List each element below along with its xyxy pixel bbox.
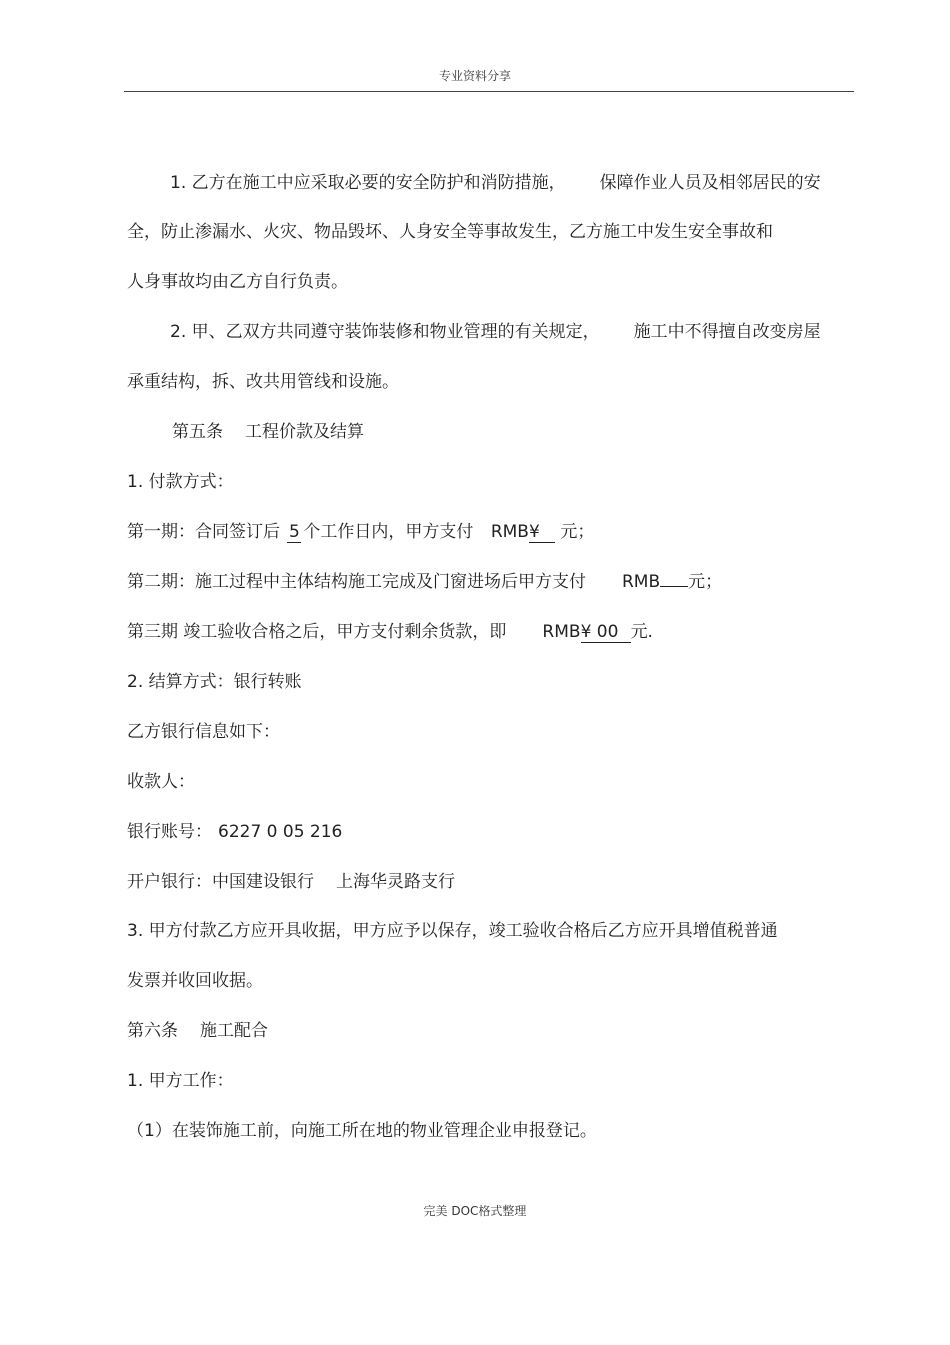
text-segment: 个工作日内，甲方支付 [303,522,474,542]
text-segment: 元； [688,572,723,592]
currency-code: RMB [542,622,581,642]
article-5-heading [172,421,364,443]
bank-name-line [127,871,455,893]
days-value: 5 [288,522,300,542]
party-a-duty-1: （1）在装饰施工前，向施工所在地的物业管理企业申报登记。 [127,1121,597,1141]
clause-4-item-2-line-1 [170,321,821,343]
account-number: 6227 0 05 216 [218,822,343,842]
currency-code: RMB [622,572,661,592]
page-footer: 完美 DOC格式整理 [423,1204,527,1218]
payee-line: 收款人： [127,772,195,792]
article-6-heading [127,1020,268,1042]
text-segment: 保障作业人员及相邻居民的安 [599,173,821,193]
clause-4-item-1-line-1 [170,172,821,194]
text-segment: 第二期：施工过程中主体结构施工完成及门窗进场后甲方支付 [127,572,586,592]
invoice-clause-line-2: 发票并收回收据。 [127,971,263,991]
text-segment: 1. 乙方在施工中应采取必要的安全防护和消防措施， [170,173,566,193]
text-segment: 第一期：合同签订后 [127,522,280,542]
clause-4-item-2-line-2: 承重结构，拆、改共用管线和设施。 [127,372,399,392]
article-number: 第五条 [172,422,223,442]
invoice-clause-line-1: 3. 甲方付款乙方应开具收据，甲方应予以保存，竣工验收合格后乙方应开具增值税普通 [127,921,778,941]
amount-field: ¥ 00 [581,622,631,643]
article-title: 施工配合 [200,1021,268,1041]
text-segment: 2. 甲、乙双方共同遵守装饰装修和物业管理的有关规定， [170,322,600,342]
article-title: 工程价款及结算 [245,422,364,442]
payment-phase-1 [127,521,594,543]
clause-4-item-1-line-3: 人身事故均由乙方自行负责。 [127,272,348,292]
clause-4-item-1-line-2: 全，防止渗漏水、火灾、物品毁坏、人身安全等事故发生，乙方施工中发生安全事故和 [127,222,773,242]
party-a-duties-heading: 1. 甲方工作： [127,1071,234,1091]
payment-phase-3 [127,621,653,643]
text-segment: 施工中不得擅自改变房屋 [633,322,821,342]
text-segment: 银行账号： [127,822,212,842]
page-header: 专业资料分享 [438,69,511,83]
text-segment: 元. [630,622,653,642]
bank-account-line [127,821,342,843]
amount-field [660,586,688,587]
settlement-method: 2. 结算方式：银行转账 [127,672,302,692]
amount-field: ¥ [529,522,555,543]
bank-info-heading: 乙方银行信息如下： [127,722,280,742]
currency-code: RMB [490,522,529,542]
payment-phase-2 [127,571,722,593]
article-number: 第六条 [127,1021,178,1041]
branch-name: 上海华灵路支行 [336,872,455,892]
text-segment: 元； [560,522,595,542]
text-segment: 开户银行：中国建设银行 [127,872,314,892]
payment-method-heading: 1. 付款方式： [127,472,234,492]
header-rule [124,91,854,92]
text-segment: 第三期 竣工验收合格之后，甲方支付剩余货款，即 [127,622,507,642]
